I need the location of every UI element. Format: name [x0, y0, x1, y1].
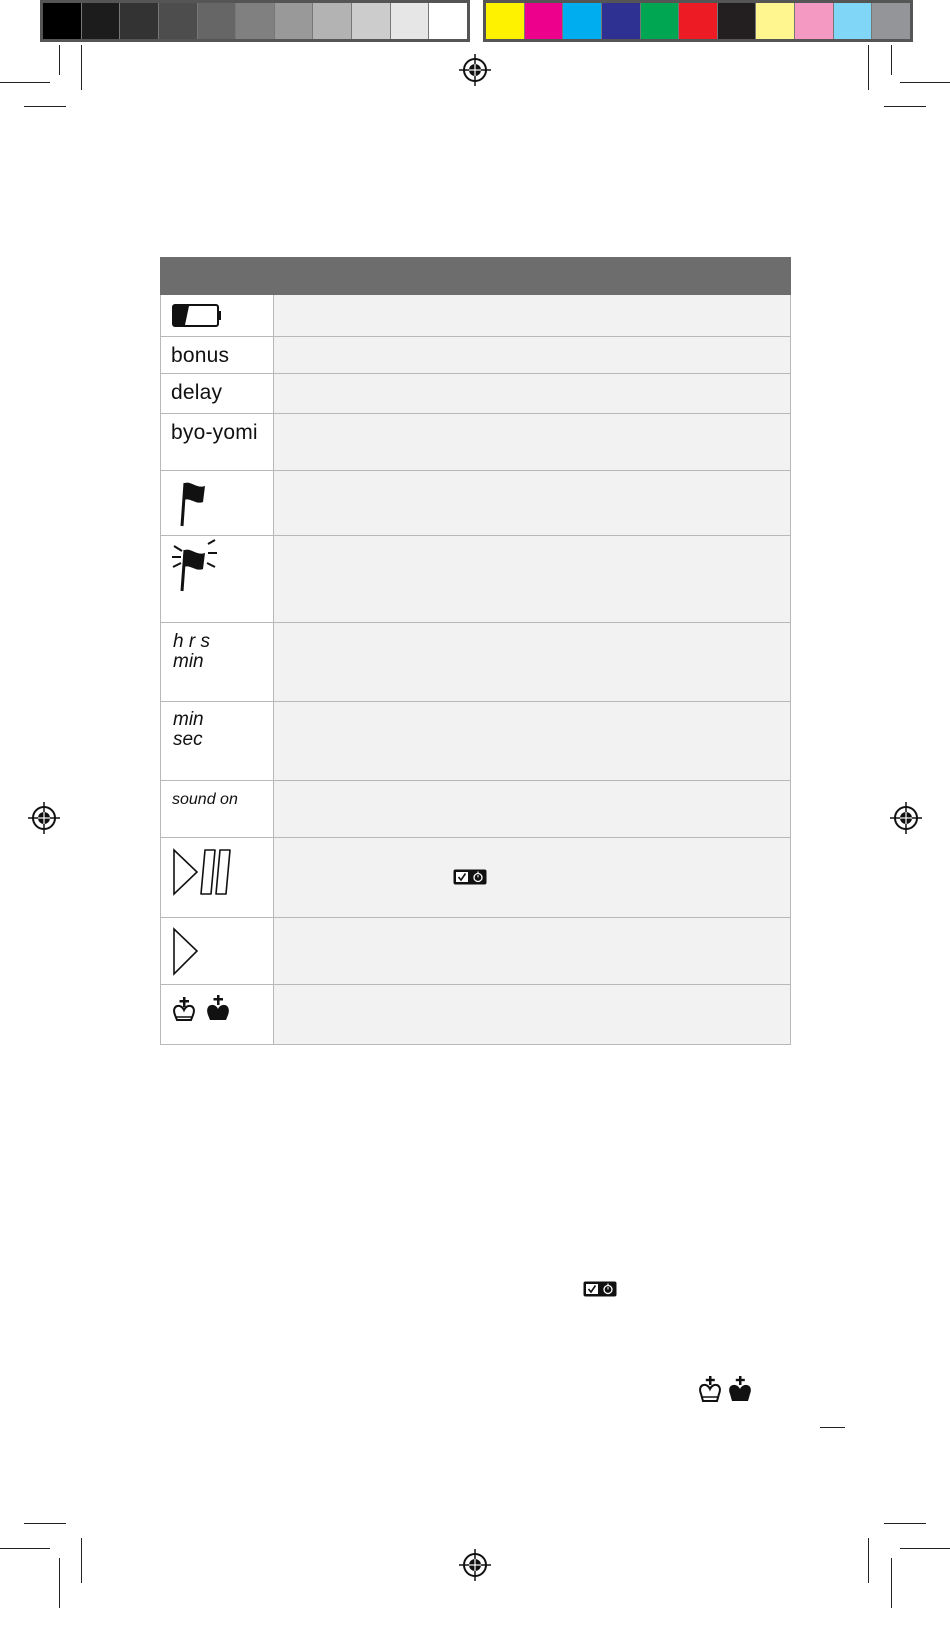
gray-swatch: [352, 3, 391, 39]
black-king-icon: [729, 1376, 751, 1401]
gray-swatch: [120, 3, 159, 39]
crop-mark: [24, 1523, 66, 1524]
page-number-rule: [820, 1427, 845, 1428]
description-cell: [274, 295, 791, 337]
crop-mark: [900, 1548, 950, 1549]
description-cell: [274, 536, 791, 623]
symbol-label-min: min: [173, 651, 204, 672]
table-row: [161, 536, 791, 623]
white-king-icon: [174, 997, 194, 1020]
table-row: [161, 471, 791, 536]
symbol-cell: [161, 337, 274, 374]
table-row: [161, 781, 791, 838]
symbol-label-hrs: h r s: [173, 631, 210, 652]
grayscale-calibration-strip: [40, 0, 470, 42]
gray-swatch: [429, 3, 467, 39]
flag-icon: [161, 471, 221, 531]
crop-mark: [59, 45, 60, 75]
symbol-label-min: min: [173, 709, 204, 730]
symbol-label: delay: [171, 381, 223, 404]
description-cell: [274, 337, 791, 374]
flashing-flag-icon: [161, 536, 221, 596]
symbol-cell: [161, 536, 274, 623]
crop-mark: [884, 1523, 926, 1524]
symbol-cell: [161, 781, 274, 838]
crop-mark: [59, 1558, 60, 1608]
table-row: [161, 918, 791, 985]
color-swatch: [525, 3, 564, 39]
symbol-label: sound on: [172, 791, 238, 808]
ok-clock-key-icon: [583, 1281, 617, 1297]
gray-swatch: [236, 3, 275, 39]
crop-mark: [868, 1538, 869, 1583]
symbol-cell: [161, 471, 274, 536]
table-row: [161, 374, 791, 414]
color-swatch: [834, 3, 873, 39]
play-pause-icon: [161, 838, 231, 900]
table-row: [161, 337, 791, 374]
description-cell: [274, 623, 791, 702]
description-cell: [274, 702, 791, 781]
crop-mark: [868, 45, 869, 90]
crop-mark: [891, 45, 892, 75]
description-cell: [274, 918, 791, 985]
color-swatch: [602, 3, 641, 39]
ok-clock-key-icon: [453, 869, 487, 885]
registration-mark-icon: [458, 1548, 492, 1582]
table-row: [161, 702, 791, 781]
white-king-icon: [700, 1376, 720, 1401]
table-row: [161, 985, 791, 1045]
symbol-cell: [161, 838, 274, 918]
color-calibration-strip: [483, 0, 913, 42]
symbol-label: bonus: [171, 344, 230, 367]
symbol-cell: [161, 623, 274, 702]
gray-swatch: [198, 3, 237, 39]
play-icon: [161, 918, 221, 978]
color-swatch: [563, 3, 602, 39]
table-row: [161, 623, 791, 702]
crop-mark: [81, 45, 82, 90]
symbol-cell: [161, 702, 274, 781]
symbol-cell: [161, 918, 274, 985]
color-swatch: [486, 3, 525, 39]
symbol-cell: [161, 295, 274, 337]
description-cell: [274, 838, 791, 918]
crop-mark: [900, 82, 950, 83]
table-header-description: [274, 258, 791, 295]
crop-mark: [24, 106, 66, 107]
gray-swatch: [275, 3, 314, 39]
table-header-symbol: [161, 258, 274, 295]
registration-mark-icon: [889, 801, 923, 835]
registration-mark-icon: [458, 53, 492, 87]
king-icons-inline: [697, 1375, 757, 1409]
symbol-label-sec: sec: [173, 729, 203, 750]
description-cell: [274, 985, 791, 1045]
registration-mark-icon: [27, 801, 61, 835]
crop-mark: [0, 1548, 50, 1549]
gray-swatch: [391, 3, 430, 39]
table-row: [161, 414, 791, 471]
table-row: [161, 838, 791, 918]
crop-mark: [81, 1538, 82, 1583]
gray-swatch: [43, 3, 82, 39]
color-swatch: [756, 3, 795, 39]
table-row: [161, 295, 791, 337]
description-cell: [274, 414, 791, 471]
white-black-king-icons: [161, 985, 241, 1035]
black-king-icon: [207, 995, 229, 1020]
color-swatch: [679, 3, 718, 39]
description-cell: [274, 471, 791, 536]
lcd-symbols-table: [160, 257, 791, 1045]
color-swatch: [641, 3, 680, 39]
table-header-row: [161, 258, 791, 295]
description-cell: [274, 781, 791, 838]
gray-swatch: [82, 3, 121, 39]
color-swatch: [795, 3, 834, 39]
crop-mark: [891, 1558, 892, 1608]
gray-swatch: [313, 3, 352, 39]
color-swatch: [718, 3, 757, 39]
symbol-cell: [161, 985, 274, 1045]
description-cell: [274, 374, 791, 414]
color-swatch: [872, 3, 910, 39]
crop-mark: [0, 82, 50, 83]
symbol-cell: [161, 374, 274, 414]
crop-mark: [884, 106, 926, 107]
gray-swatch: [159, 3, 198, 39]
battery-low-icon: [161, 295, 221, 335]
symbol-cell: [161, 414, 274, 471]
symbol-label: byo-yomi: [171, 421, 258, 444]
